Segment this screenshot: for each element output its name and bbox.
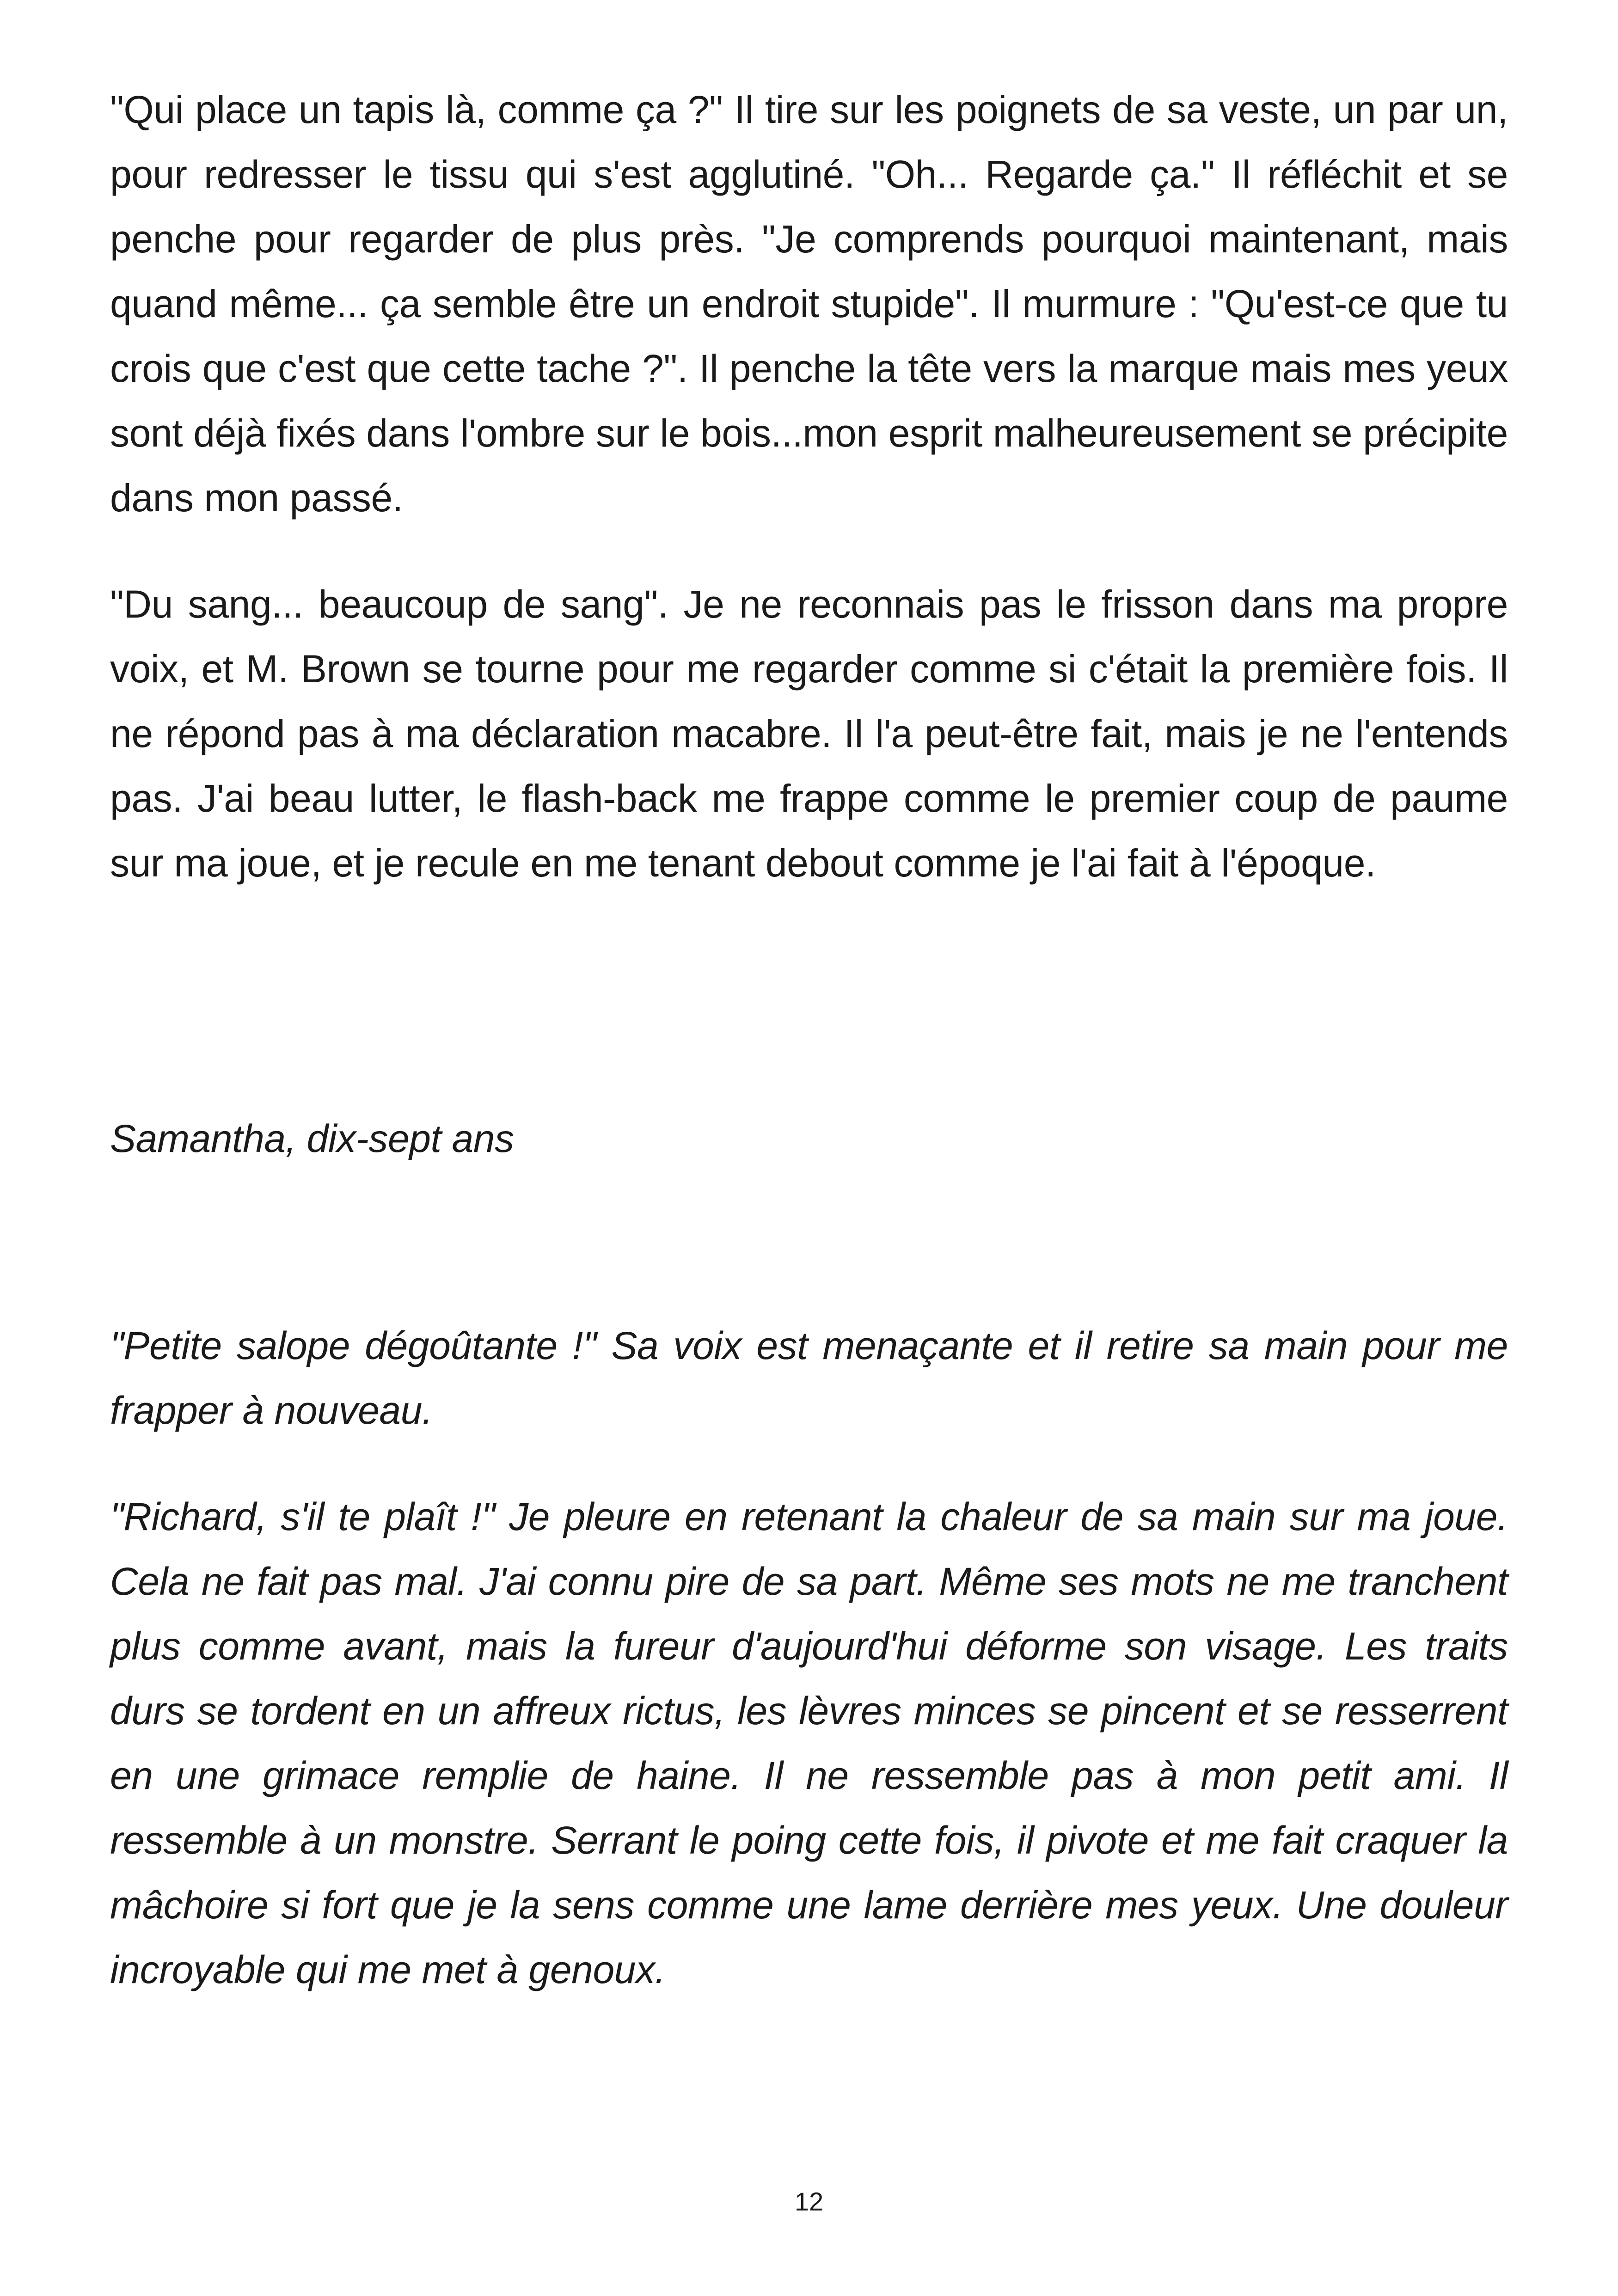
- section-heading: Samantha, dix-sept ans: [110, 1117, 514, 1160]
- flashback-paragraph: "Petite salope dégoûtante !" Sa voix est menaçante et il retire sa main pour me frapper à nouveau.: [110, 1324, 1508, 1432]
- body-paragraph: "Qui place un tapis là, comme ça ?" Il tire sur les poignets de sa veste, un par un, pour redresser le tissu qui s'est agglutiné. "Oh... Regarde ça." Il réfléchit et se penche pour regarder de plus près. "Je comprends pourquoi maintenant, mais quand même... ça semble être un endroit stupide". Il murmure : "Qu'est-ce que tu crois que c'est que cette tache ?". Il penche la tête vers la marque mais mes yeux sont déjà fixés dans l'ombre sur le bois...mon esprit malheureusement se précipite dans mon passé.: [110, 88, 1508, 520]
- flashback-paragraph: "Richard, s'il te plaît !" Je pleure en retenant la chaleur de sa main sur ma joue. Cela ne fait pas mal. J'ai connu pire de sa part. Même ses mots ne me tranchent plus comme avant, mais la fureur d'aujourd'hui déforme son visage. Les traits durs se tordent en un affreux rictus, les lèvres minces se pincent et se resserrent en une grimace remplie de haine. Il ne ressemble pas à mon petit ami. Il ressemble à un monstre. Serrant le poing cette fois, il pivote et me fait craquer la mâchoire si fort que je la sens comme une lame derrière mes yeux. Une douleur incroyable qui me met à genoux.: [110, 1495, 1508, 1991]
- page-number: 12: [794, 2187, 824, 2216]
- body-paragraph: "Du sang... beaucoup de sang". Je ne reconnais pas le frisson dans ma propre voix, et M. Brown se tourne pour me regarder comme si c'était la première fois. Il ne répond pas à ma déclaration macabre. Il l'a peut-être fait, mais je ne l'entends pas. J'ai beau lutter, le flash-back me frappe comme le premier coup de paume sur ma joue, et je recule en me tenant debout comme je l'ai fait à l'époque.: [110, 582, 1508, 885]
